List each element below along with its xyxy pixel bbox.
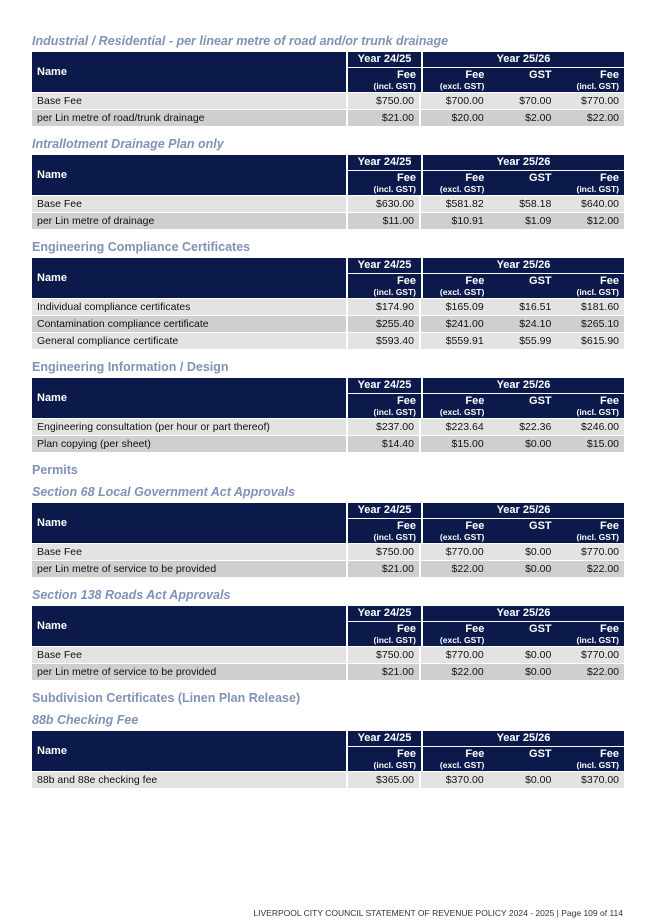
row-fee-prev: $750.00 [348,647,421,663]
incl-gst-label: (incl. GST) [373,287,416,297]
page-footer: LIVERPOOL CITY COUNCIL STATEMENT OF REVENUE POLICY 2024 - 2025 | Page 109 of 114 [253,908,623,918]
row-gst: $70.00 [519,95,552,107]
table-header [32,606,624,646]
row-fee-incl: $22.00 [586,563,620,575]
header-fee-excl [423,747,489,771]
year-prev-label: Year 24/25 [348,155,421,171]
year-prev-label: Year 24/25 [348,52,421,68]
header-name: Name [32,503,348,543]
fee-table [32,258,624,349]
fee-label: Fee [465,275,485,287]
table-row [32,664,624,680]
gst-label: GST [529,520,552,532]
row-name: 88b and 88e checking fee [32,772,348,788]
table-row [32,333,624,349]
fee-table [32,731,624,788]
header-fee-incl-prev [348,519,421,543]
header-fee-incl-prev [348,747,421,771]
row-name: per Lin metre of drainage [32,213,348,229]
year-curr-label: Year 25/26 [423,52,624,68]
row-name: Contamination compliance certificate [32,316,348,332]
header-fee-excl [423,171,489,195]
header-fee-incl-prev [348,394,421,418]
row-year-curr [421,213,624,229]
section-heading: 88b Checking Fee [32,713,139,727]
header-cols [423,747,624,771]
header-gst [489,68,556,92]
row-fee-incl: $22.00 [586,112,620,124]
fee-label: Fee [600,69,619,81]
header-name: Name [32,378,348,418]
header-fee-incl [557,394,624,418]
section-heading: Permits [32,463,78,477]
row-gst: $24.10 [519,318,552,330]
row-name: per Lin metre of service to be provided [32,664,348,680]
header-year-curr [423,155,624,195]
row-fee-excl: $20.00 [451,112,484,124]
header-fee-excl [423,622,489,646]
gst-label: GST [529,69,552,81]
row-fee-excl: $370.00 [445,774,484,786]
table-header [32,503,624,543]
fee-label: Fee [600,623,619,635]
header-cols [423,394,624,418]
gst-label: GST [529,748,552,760]
fee-label: Fee [397,748,416,760]
header-fee-incl [557,171,624,195]
table-row [32,647,624,663]
fee-label: Fee [397,69,416,81]
row-fee-incl: $615.90 [581,335,620,347]
row-fee-prev: $237.00 [348,419,421,435]
row-fee-incl: $640.00 [581,198,620,210]
excl-gst-label: (excl. GST) [439,532,485,542]
fee-label: Fee [600,172,619,184]
header-fee-excl [423,274,489,298]
header-year-curr [423,52,624,92]
row-year-curr [421,110,624,126]
header-name: Name [32,258,348,298]
row-fee-incl: $181.60 [581,301,620,313]
header-fee-incl [557,747,624,771]
header-cols [348,274,421,298]
row-fee-incl: $12.00 [586,215,620,227]
header-year-curr [423,378,624,418]
incl-gst-label: (incl. GST) [373,184,416,194]
fee-table [32,378,624,452]
header-cols [348,622,421,646]
row-year-curr [421,561,624,577]
row-name: General compliance certificate [32,333,348,349]
section-heading: Industrial / Residential - per linear metre of road and/or trunk drainage [32,34,449,48]
row-fee-prev: $630.00 [348,196,421,212]
fee-label: Fee [600,275,619,287]
row-fee-incl: $246.00 [581,421,620,433]
table-header [32,731,624,771]
excl-gst-label: (excl. GST) [439,760,485,770]
fee-label: Fee [600,520,619,532]
incl-gst-label: (incl. GST) [576,287,619,297]
row-fee-excl: $770.00 [445,546,484,558]
fee-label: Fee [397,623,416,635]
section-heading: Subdivision Certificates (Linen Plan Release) [32,691,301,705]
row-fee-prev: $14.40 [348,436,421,452]
incl-gst-label: (incl. GST) [576,184,619,194]
row-gst: $16.51 [519,301,552,313]
row-name: Plan copying (per sheet) [32,436,348,452]
header-fee-incl-prev [348,68,421,92]
header-fee-incl-prev [348,622,421,646]
row-year-curr [421,664,624,680]
row-year-curr [421,93,624,109]
gst-label: GST [529,623,552,635]
row-fee-excl: $15.00 [451,438,484,450]
table-row [32,196,624,212]
fee-label: Fee [397,520,416,532]
row-fee-prev: $750.00 [348,544,421,560]
year-prev-label: Year 24/25 [348,731,421,747]
fee-table [32,503,624,577]
row-gst: $2.00 [525,112,552,124]
table-row [32,213,624,229]
year-curr-label: Year 25/26 [423,606,624,622]
fee-label: Fee [465,623,485,635]
incl-gst-label: (incl. GST) [576,81,619,91]
row-fee-excl: $770.00 [445,649,484,661]
row-year-curr [421,544,624,560]
year-prev-label: Year 24/25 [348,503,421,519]
fee-schedule [32,30,624,795]
fee-label: Fee [465,748,485,760]
header-name: Name [32,606,348,646]
header-fee-excl [423,68,489,92]
table-header [32,378,624,418]
row-fee-excl: $241.00 [445,318,484,330]
excl-gst-label: (excl. GST) [439,81,485,91]
row-gst: $1.09 [525,215,552,227]
fee-label: Fee [600,395,619,407]
row-fee-excl: $22.00 [451,666,484,678]
fee-label: Fee [465,395,485,407]
header-year-curr [423,606,624,646]
row-year-curr [421,299,624,315]
row-name: per Lin metre of service to be provided [32,561,348,577]
table-row [32,93,624,109]
header-cols [348,394,421,418]
fee-label: Fee [465,520,485,532]
section-heading: Engineering Compliance Certificates [32,240,251,254]
row-fee-prev: $11.00 [348,213,421,229]
row-fee-prev: $21.00 [348,561,421,577]
row-name: Individual compliance certificates [32,299,348,315]
row-gst: $0.00 [525,774,552,786]
fee-table [32,155,624,229]
header-cols [348,171,421,195]
header-year-curr [423,258,624,298]
row-name: Engineering consultation (per hour or part thereof) [32,419,348,435]
table-row [32,316,624,332]
header-year-prev [348,503,423,543]
row-fee-prev: $593.40 [348,333,421,349]
header-cols [423,519,624,543]
fee-table [32,52,624,126]
table-row [32,299,624,315]
header-fee-incl [557,68,624,92]
incl-gst-label: (incl. GST) [373,532,416,542]
row-fee-prev: $21.00 [348,664,421,680]
header-fee-incl [557,274,624,298]
row-year-curr [421,647,624,663]
row-fee-incl: $770.00 [581,546,620,558]
header-year-curr [423,503,624,543]
row-fee-incl: $770.00 [581,95,620,107]
header-gst [489,274,556,298]
header-fee-excl [423,519,489,543]
row-fee-incl: $370.00 [581,774,620,786]
year-prev-label: Year 24/25 [348,258,421,274]
table-row [32,110,624,126]
row-year-curr [421,772,624,788]
row-fee-excl: $22.00 [451,563,484,575]
excl-gst-label: (excl. GST) [439,184,485,194]
table-header [32,258,624,298]
header-cols [423,274,624,298]
gst-label: GST [529,275,552,287]
header-fee-incl-prev [348,274,421,298]
gst-label: GST [529,395,552,407]
row-gst: $55.99 [519,335,552,347]
incl-gst-label: (incl. GST) [576,407,619,417]
header-gst [489,394,556,418]
header-year-prev [348,155,423,195]
row-fee-excl: $559.91 [445,335,484,347]
row-year-curr [421,333,624,349]
row-fee-incl: $22.00 [586,666,620,678]
header-cols [423,171,624,195]
row-gst: $0.00 [525,666,552,678]
row-fee-excl: $223.64 [445,421,484,433]
row-fee-prev: $174.90 [348,299,421,315]
fee-label: Fee [397,395,416,407]
header-name: Name [32,52,348,92]
table-row [32,544,624,560]
fee-label: Fee [600,748,619,760]
table-row [32,561,624,577]
row-fee-prev: $21.00 [348,110,421,126]
section-heading: Section 68 Local Government Act Approvals [32,485,296,499]
year-curr-label: Year 25/26 [423,378,624,394]
row-year-curr [421,316,624,332]
incl-gst-label: (incl. GST) [373,760,416,770]
row-name: Base Fee [32,544,348,560]
header-cols [348,747,421,771]
row-fee-incl: $770.00 [581,649,620,661]
fee-label: Fee [465,69,485,81]
row-fee-excl: $581.82 [445,198,484,210]
row-fee-prev: $255.40 [348,316,421,332]
year-curr-label: Year 25/26 [423,731,624,747]
header-year-prev [348,52,423,92]
header-year-prev [348,731,423,771]
fee-table [32,606,624,680]
fee-label: Fee [465,172,485,184]
header-year-prev [348,378,423,418]
header-fee-incl [557,519,624,543]
row-year-curr [421,419,624,435]
excl-gst-label: (excl. GST) [439,635,485,645]
year-prev-label: Year 24/25 [348,378,421,394]
excl-gst-label: (excl. GST) [439,287,485,297]
row-gst: $22.36 [519,421,552,433]
row-fee-prev: $750.00 [348,93,421,109]
row-name: Base Fee [32,647,348,663]
year-curr-label: Year 25/26 [423,258,624,274]
row-name: Base Fee [32,196,348,212]
section-heading: Section 138 Roads Act Approvals [32,588,231,602]
header-cols [348,68,421,92]
header-cols [348,519,421,543]
header-gst [489,747,556,771]
header-name: Name [32,155,348,195]
year-curr-label: Year 25/26 [423,503,624,519]
row-fee-excl: $10.91 [451,215,484,227]
row-gst: $0.00 [525,546,552,558]
section-heading: Engineering Information / Design [32,360,229,374]
header-fee-incl-prev [348,171,421,195]
header-fee-incl [557,622,624,646]
incl-gst-label: (incl. GST) [373,81,416,91]
header-year-prev [348,606,423,646]
row-year-curr [421,436,624,452]
row-fee-excl: $165.09 [445,301,484,313]
header-gst [489,519,556,543]
row-fee-prev: $365.00 [348,772,421,788]
incl-gst-label: (incl. GST) [576,532,619,542]
table-header [32,155,624,195]
row-gst: $0.00 [525,438,552,450]
table-row [32,772,624,788]
table-row [32,436,624,452]
gst-label: GST [529,172,552,184]
table-row [32,419,624,435]
header-gst [489,622,556,646]
row-fee-incl: $265.10 [581,318,620,330]
header-gst [489,171,556,195]
header-name: Name [32,731,348,771]
row-fee-incl: $15.00 [586,438,620,450]
header-year-curr [423,731,624,771]
fee-label: Fee [397,275,416,287]
incl-gst-label: (incl. GST) [576,635,619,645]
row-year-curr [421,196,624,212]
header-cols [423,622,624,646]
fee-label: Fee [397,172,416,184]
row-gst: $0.00 [525,649,552,661]
year-prev-label: Year 24/25 [348,606,421,622]
row-gst: $0.00 [525,563,552,575]
header-cols [423,68,624,92]
table-header [32,52,624,92]
incl-gst-label: (incl. GST) [373,407,416,417]
header-year-prev [348,258,423,298]
row-fee-excl: $700.00 [445,95,484,107]
incl-gst-label: (incl. GST) [576,760,619,770]
incl-gst-label: (incl. GST) [373,635,416,645]
row-name: per Lin metre of road/trunk drainage [32,110,348,126]
row-gst: $58.18 [519,198,552,210]
header-fee-excl [423,394,489,418]
excl-gst-label: (excl. GST) [439,407,485,417]
section-heading: Intrallotment Drainage Plan only [32,137,224,151]
row-name: Base Fee [32,93,348,109]
year-curr-label: Year 25/26 [423,155,624,171]
